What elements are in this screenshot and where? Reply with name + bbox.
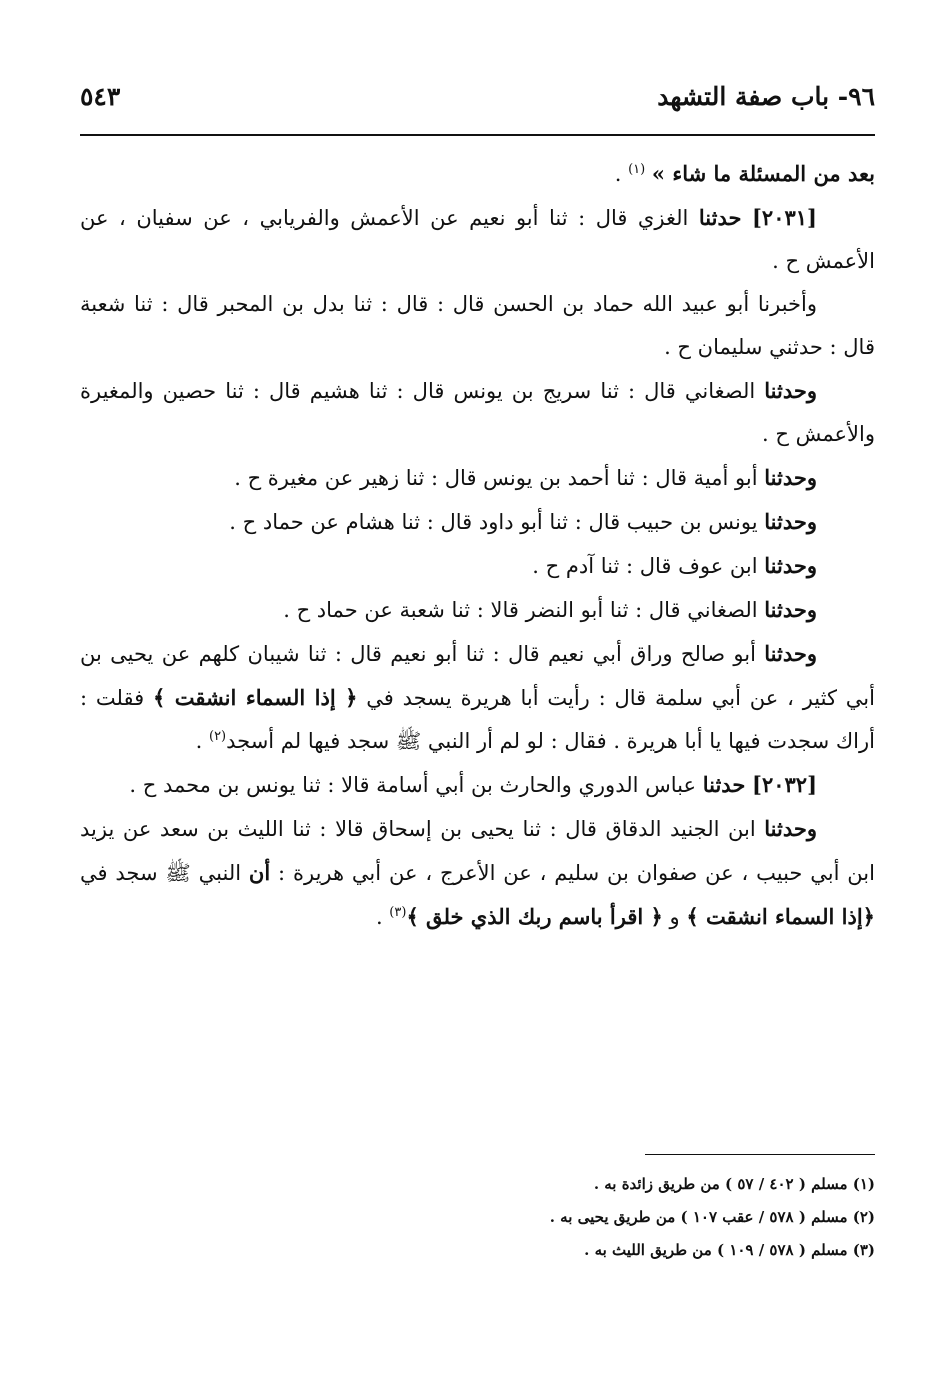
- page: [80, 70, 875, 1259]
- footnote-item: (٣) مسلم ( ٥٧٨ / ١٠٩ ) من طريق الليث به .: [584, 1241, 875, 1259]
- footnote-item: (٢) مسلم ( ٥٧٨ / عقب ١٠٧ ) من طريق يحيى به .: [549, 1208, 875, 1226]
- narration-lead: وحدثنا: [764, 553, 817, 578]
- quran-quote: ﴿إذا السماء انشقت ﴾: [686, 904, 875, 929]
- narration-text: أبو صالح وراق أبي نعيم قال : ثنا أبو نعيم قال : ثنا شيبان كلهم عن يحيى بن أبي كثير ، عن أبي سلمة قال : رأيت أبا هريرة يسجد في: [80, 642, 875, 710]
- footnote-item: (١) مسلم ( ٤٠٢ / ٥٧ ) من طريق زائدة به .: [593, 1175, 875, 1193]
- narration-lead: وحدثنا: [764, 597, 817, 622]
- paragraph-continuation: [80, 152, 875, 196]
- continuation-text: بعد من المسئلة ما شاء »: [651, 161, 875, 186]
- footnote-ref-2: (٢): [208, 729, 227, 744]
- header-divider: [80, 134, 875, 136]
- period: .: [614, 162, 629, 186]
- narration-lead: وحدثنا: [764, 641, 817, 666]
- narration-text: الصغاني قال : ثنا أبو النضر قالا : ثنا شعبة عن حماد ح .: [283, 598, 758, 622]
- narration-lead: حدثنا: [698, 205, 742, 230]
- hadith-number: [٢٠٣٢]: [752, 772, 817, 797]
- chain-paragraph: [80, 544, 875, 588]
- hadith-2032: [80, 763, 875, 807]
- narration-text: وأخبرنا أبو عبيد الله حماد بن الحسن قال : قال : ثنا بدل بن المحبر قال : ثنا شعبة قال : حدثني سليمان ح .: [80, 292, 875, 359]
- narration-text: ابن عوف قال : ثنا آدم ح .: [532, 554, 758, 578]
- chain-paragraph: [80, 632, 875, 763]
- narration-emphasis: أن: [248, 860, 271, 885]
- narration-text: فقلت : أراك سجدت فيها يا أبا هريرة . فقال : لو لم أر النبي ﷺ سجد فيها لم أسجد: [80, 686, 875, 753]
- chain-paragraph: [80, 369, 875, 456]
- footnote-ref-3: (٣): [389, 905, 407, 920]
- footnote-ref-1: (١): [628, 162, 646, 177]
- period: .: [195, 729, 209, 753]
- chain-paragraph: [80, 588, 875, 632]
- footnotes: [80, 1168, 875, 1267]
- narration-text: الغزي قال : ثنا أبو نعيم عن الأعمش والفريابي ، عن سفيان ، عن الأعمش ح .: [80, 206, 875, 273]
- narration-lead: حدثنا: [702, 772, 746, 797]
- hadith-2031: [80, 196, 875, 283]
- narration-text: النبي ﷺ سجد في: [80, 861, 242, 885]
- narration-text: يونس بن حبيب قال : ثنا أبو داود قال : ثنا هشام عن حماد ح .: [229, 510, 758, 534]
- chain-paragraph: [80, 283, 875, 369]
- footnote-divider: [645, 1154, 875, 1155]
- period: .: [375, 905, 390, 929]
- narration-text: الصغاني قال : ثنا سريج بن يونس قال : ثنا هشيم قال : ثنا حصين والمغيرة والأعمش ح .: [80, 379, 875, 446]
- quran-quote: ﴿ اقرأ باسم ربك الذي خلق ﴾: [406, 904, 663, 929]
- narration-lead: وحدثنا: [764, 378, 817, 403]
- page-number: ٥٤٣: [80, 82, 121, 111]
- main-text: [80, 152, 875, 939]
- narration-text: ابن الجنيد الدقاق قال : ثنا يحيى بن إسحاق قالا : ثنا الليث بن سعد عن يزيد ابن أبي حبيب ، عن صفوان بن سليم ، عن الأعرج ، عن أبي هريرة :: [80, 817, 875, 885]
- narration-lead: وحدثنا: [764, 509, 817, 534]
- hadith-number: [٢٠٣١]: [751, 205, 817, 230]
- narration-text: عباس الدوري والحارث بن أبي أسامة قالا : ثنا يونس بن محمد ح .: [129, 773, 697, 797]
- quran-quote: ﴿ إذا السماء انشقت ﴾: [152, 685, 358, 710]
- chapter-title: ٩٦- باب صفة التشهد: [657, 82, 875, 111]
- narration-lead: وحدثنا: [764, 816, 817, 841]
- page-header: [80, 70, 875, 120]
- chain-paragraph: [80, 456, 875, 500]
- chain-paragraph: [80, 500, 875, 544]
- conjunction: و: [669, 905, 680, 929]
- narration-text: أبو أمية قال : ثنا أحمد بن يونس قال : ثنا زهير عن مغيرة ح .: [234, 466, 758, 490]
- chain-paragraph: [80, 807, 875, 939]
- narration-lead: وحدثنا: [764, 465, 817, 490]
